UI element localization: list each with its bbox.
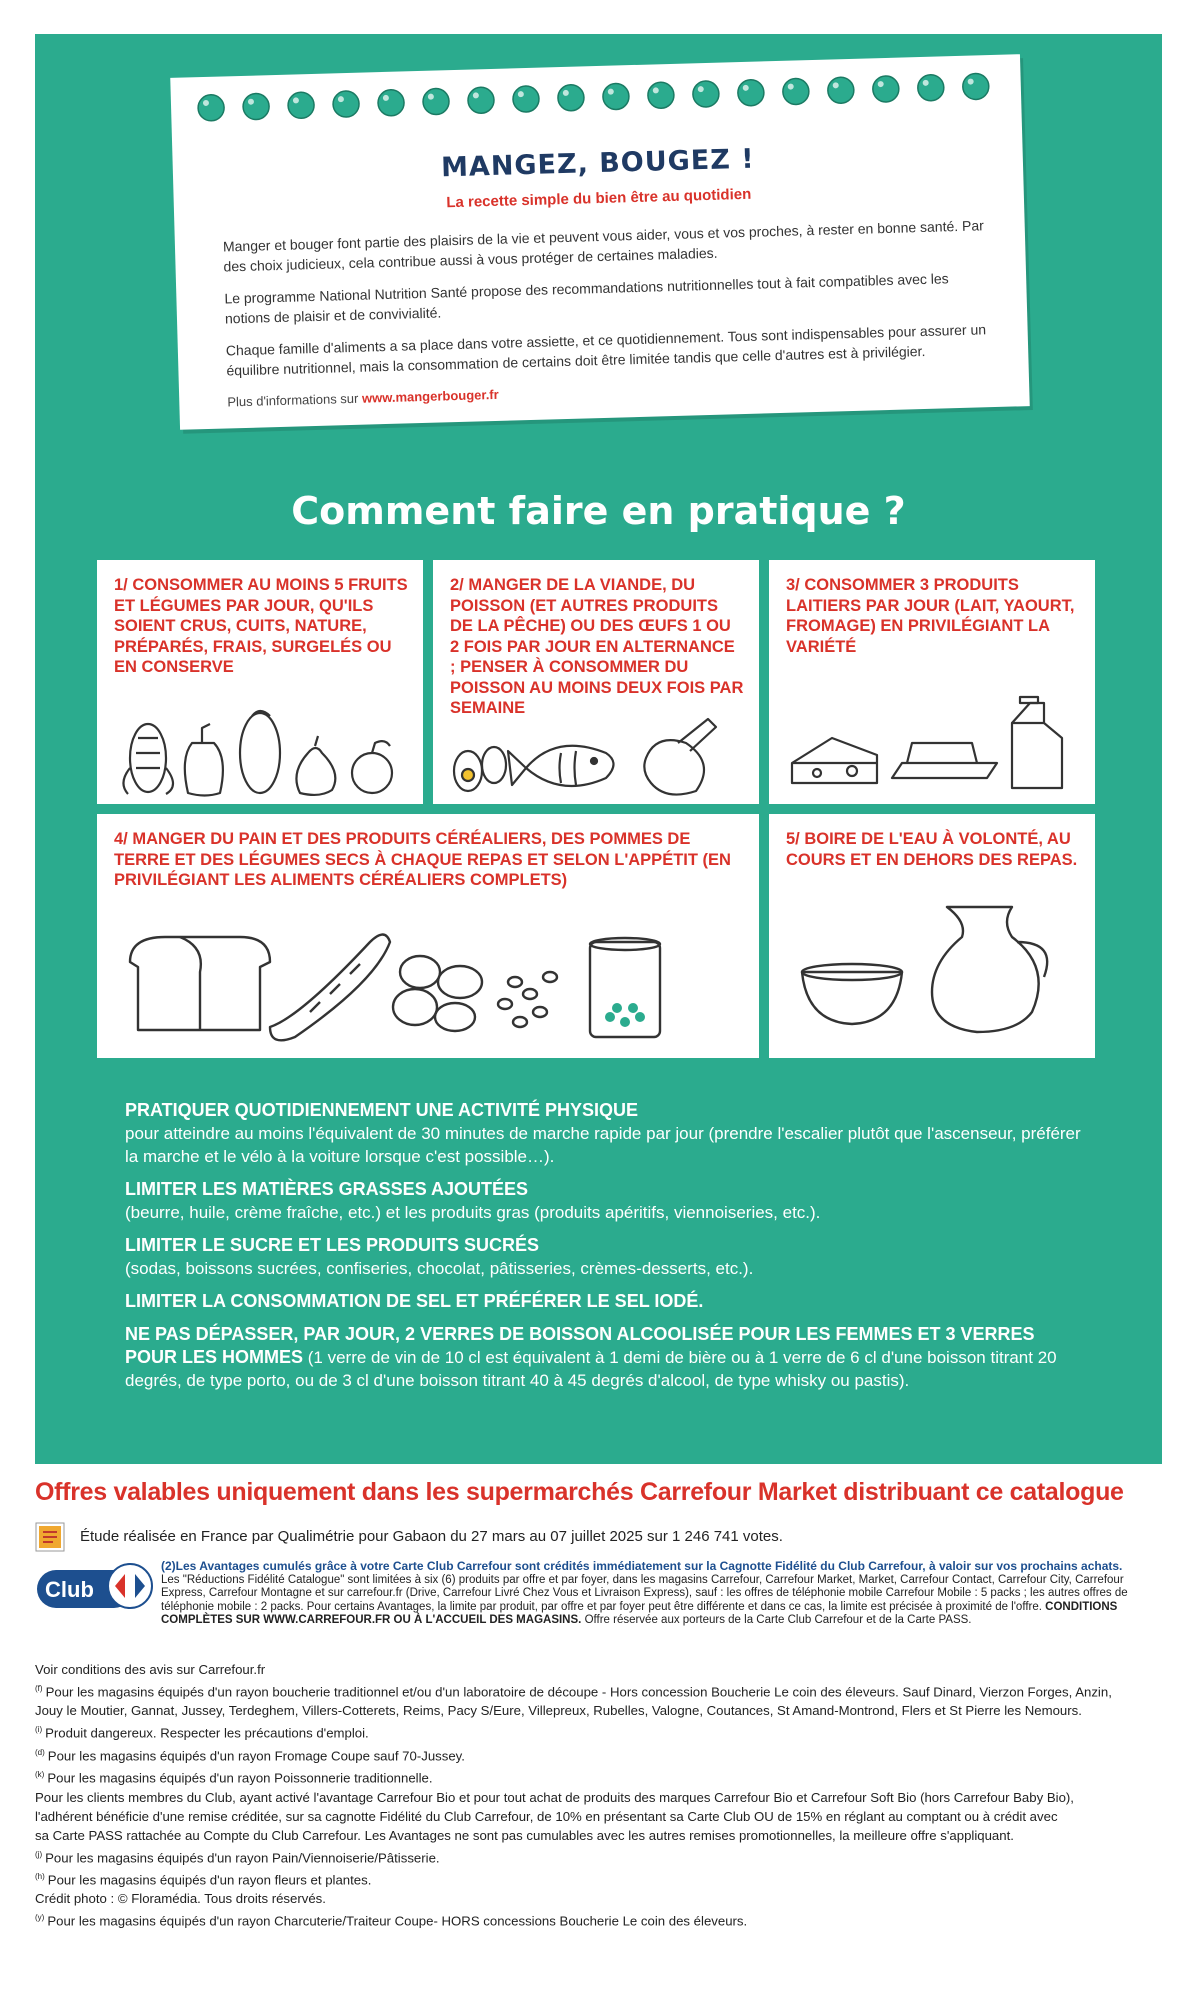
fine-print-text: Crédit photo : © Floramédia. Tous droits réservés. bbox=[35, 1891, 326, 1907]
tip-meat-fish-eggs bbox=[433, 560, 759, 804]
fine-print-text: Pour les magasins équipés d'un rayon Poissonnerie traditionnelle. bbox=[47, 1770, 433, 1786]
fine-print-line bbox=[35, 1807, 1165, 1826]
advice-salt bbox=[125, 1290, 1085, 1313]
club-text-1: Les "Réductions Fidélité Catalogue" sont limitées à six (6) produits par offre et par foyer, dans les magasins Carrefour, Carrefour Market, Market, Carrefour Contact, Carrefour City, Carrefour Express, Carrefour Montagne et sur carrefour.fr (Drive, Carrefour Livré Chez Vous et Livraison Express), sauf : les offres de téléphonie mobile Carrefour Mobile : 5 packs ; les autres offres de téléphonie mobile : 2 packs. Pour certains Avantages, la limite par produit, par offre et par foyer peut être différente et dans ce cas, la limite est précisée à proximité de l'offre. bbox=[161, 1573, 1128, 1613]
advice-physical-activity bbox=[125, 1099, 1085, 1168]
club-carrefour-logo bbox=[35, 1562, 153, 1614]
tip-text: 5/ BOIRE DE L'EAU À VOLONTÉ, AU COURS ET EN DEHORS DES REPAS. bbox=[786, 830, 1078, 869]
fine-print-text: Voir conditions des avis sur Carrefour.fr bbox=[35, 1662, 266, 1677]
footnote-marker: (f) bbox=[35, 1684, 43, 1693]
fine-print-line bbox=[35, 1889, 1165, 1908]
notepad-card bbox=[170, 54, 1029, 430]
teal-panel bbox=[35, 34, 1162, 1464]
fine-print-line bbox=[35, 1660, 1165, 1679]
fine-print-text: l'adhérent bénéficie d'une remise créditée, sur sa cagnotte Fidélité du Club Carrefour, de 10% en présentant sa Carte Club OU de 15% en réglant au comptant ou à crédit avec bbox=[35, 1808, 1058, 1824]
footnote-marker: (y) bbox=[35, 1913, 45, 1923]
advice-title: NE PAS DÉPASSER, PAR JOUR, 2 VERRES DE BOISSON ALCOOLISÉE POUR LES FEMMES ET 3 VERRES POUR LES HOMMES bbox=[125, 1324, 1035, 1367]
dairy-products-icon bbox=[782, 683, 1082, 793]
advice-fats bbox=[125, 1178, 1085, 1224]
bread-cereals-icon bbox=[120, 922, 740, 1047]
fine-print-line bbox=[35, 1679, 1165, 1701]
footnote-marker: (k) bbox=[35, 1770, 45, 1780]
fine-print-line bbox=[35, 1701, 1165, 1720]
offers-banner: Offres valables uniquement dans les supermarchés Carrefour Market distribuant ce catalogue bbox=[35, 1478, 1124, 1506]
fine-print-line bbox=[35, 1908, 1165, 1930]
section-title: Comment faire en pratique ? bbox=[291, 489, 906, 533]
mangerbouger-link[interactable]: www.mangerbouger.fr bbox=[361, 386, 499, 406]
club-text-2: Offre réservée aux porteurs de la Carte Club Carrefour et de la Carte PASS. bbox=[584, 1614, 972, 1627]
footnote-marker: (d) bbox=[35, 1747, 45, 1757]
fine-print-text: Pour les magasins équipés d'un rayon Charcuterie/Traiteur Coupe- HORS concessions Boucherie Le coin des éleveurs. bbox=[47, 1913, 748, 1929]
fine-print-text: Produit dangereux. Respecter les précautions d'emploi. bbox=[45, 1725, 369, 1741]
note-subtitle: La recette simple du bien être au quotidien bbox=[446, 185, 752, 212]
club-conditions bbox=[161, 1560, 1165, 1628]
fine-print bbox=[35, 1660, 1165, 1931]
study-text: Étude réalisée en France par Qualimétrie pour Gabaon du 27 mars au 07 juillet 2025 sur 1 246 741 votes. bbox=[80, 1528, 783, 1545]
advice-text: pour atteindre au moins l'équivalent de 30 minutes de marche rapide par jour (prendre l'escalier plutôt que l'ascenseur, préférer la marche et le vélo à la voiture lorsque c'est possible…). bbox=[125, 1124, 1081, 1166]
advice-text: (sodas, boissons sucrées, confiseries, chocolat, pâtisseries, crèmes-desserts, etc.). bbox=[125, 1259, 754, 1278]
study-note bbox=[35, 1522, 1165, 1554]
note-paragraph-1: Manger et bouger font partie des plaisirs de la vie et peuvent vous aider, vous et vos proches, à rester en bonne santé. Par des choix judicieux, cela contribue aussi à vous protéger de certaines maladies. bbox=[222, 217, 985, 275]
footnote-marker: (j) bbox=[35, 1849, 43, 1859]
club-carrefour-block bbox=[35, 1560, 1165, 1660]
advice-text: (beurre, huile, crème fraîche, etc.) et les produits gras (produits apéritifs, viennoiseries, etc.). bbox=[125, 1203, 821, 1222]
water-jug-icon bbox=[782, 892, 1082, 1042]
fine-print-line bbox=[35, 1720, 1165, 1742]
tip-text: 4/ MANGER DU PAIN ET DES PRODUITS CÉRÉALIERS, DES POMMES DE TERRE ET DES LÉGUMES SECS À CHAQUE REPAS ET SELON L'APPÉTIT (EN PRIVILÉGIANT LES ALIMENTS CÉRÉALIERS COMPLETS) bbox=[114, 830, 731, 889]
fine-print-line bbox=[35, 1765, 1165, 1787]
fine-print-text: Pour les magasins équipés d'un rayon Pain/Viennoiserie/Pâtisserie. bbox=[45, 1849, 440, 1865]
note-paragraph-3: Chaque famille d'aliments a sa place dans votre assiette, et ce quotidiennement. Tous sont indispensables pour assurer un équilibre nutritionnel, mais la consommation de certains doit être limitée tandis que celle d'autres est à privilégier. bbox=[225, 321, 987, 379]
fine-print-line bbox=[35, 1826, 1165, 1845]
advice-title: LIMITER LES MATIÈRES GRASSES AJOUTÉES bbox=[125, 1179, 529, 1199]
advice-list bbox=[125, 1099, 1085, 1402]
advice-title: PRATIQUER QUOTIDIENNEMENT UNE ACTIVITÉ PHYSIQUE bbox=[125, 1100, 639, 1120]
fine-print-text: Pour les magasins équipés d'un rayon fleurs et plantes. bbox=[47, 1872, 372, 1888]
note-paragraph-2: Le programme National Nutrition Santé propose des recommandations nutritionnelles tout à fait compatibles avec les notions de plaisir et de convivialité. bbox=[224, 270, 949, 327]
note-body bbox=[223, 215, 989, 392]
advice-alcohol bbox=[125, 1323, 1085, 1392]
fruits-vegetables-icon bbox=[110, 698, 410, 798]
footnote-marker: (h) bbox=[35, 1871, 45, 1881]
club-lead: (2)Les Avantages cumulés grâce à votre Carte Club Carrefour sont crédités immédiatement sur la Cagnotte Fidélité du Club Carrefour, à valoir sur vos prochains achats. bbox=[161, 1559, 1123, 1573]
meat-fish-eggs-icon bbox=[446, 713, 746, 799]
advice-sugar bbox=[125, 1234, 1085, 1280]
fine-print-text: Pour les clients membres du Club, ayant activé l'avantage Carrefour Bio et pour tout achat de produits des marques Carrefour Bio et Carrefour Soft Bio (hors Carrefour Baby Bio), bbox=[35, 1789, 1074, 1805]
tip-text: 3/ CONSOMMER 3 PRODUITS LAITIERS PAR JOUR (LAIT, YAOURT, FROMAGE) EN PRIVILÉGIANT LA VARIÉTÉ bbox=[786, 576, 1075, 656]
fine-print-line bbox=[35, 1788, 1165, 1807]
tip-fruits-vegetables bbox=[97, 560, 423, 804]
award-badge-icon bbox=[35, 1522, 65, 1552]
notepad-rings bbox=[190, 61, 1001, 134]
fine-print-line bbox=[35, 1845, 1165, 1867]
advice-text: (1 verre de vin de 10 cl est équivalent à 1 demi de bière ou à 1 verre de 6 cl d'une boisson titrant 20 degrés, de type porto, ou de 3 cl d'une boisson titrant 40 à 45 degrés d'alcool, de type whisky ou pastis). bbox=[125, 1348, 1057, 1390]
note-more-label: Plus d'informations sur bbox=[227, 390, 359, 410]
fine-print-text: Pour les magasins équipés d'un rayon boucherie traditionnel et/ou d'un laboratoire de découpe - Hors concession Boucherie Le coin des éleveurs. Sauf Dinard, Vierzon Forges, Anzin, bbox=[45, 1684, 1112, 1700]
club-conditions-link[interactable]: CONDITIONS COMPLÈTES SUR WWW.CARREFOUR.FR OU À L'ACCUEIL DES MAGASINS. bbox=[161, 1600, 1118, 1627]
footnote-marker: (i) bbox=[35, 1725, 43, 1735]
club-logo-text: Club bbox=[45, 1577, 94, 1602]
advice-title: LIMITER LE SUCRE ET LES PRODUITS SUCRÉS bbox=[125, 1235, 540, 1255]
fine-print-line bbox=[35, 1867, 1165, 1889]
advice-title: LIMITER LA CONSOMMATION DE SEL ET PRÉFÉRER LE SEL IODÉ. bbox=[125, 1291, 704, 1311]
fine-print-text: sa Carte PASS rattachée au Compte du Club Carrefour. Les Avantages ne sont pas cumulables avec les autres remises promotionnelles, la meilleure offre s'appliquant. bbox=[35, 1827, 1014, 1843]
fine-print-line bbox=[35, 1743, 1165, 1765]
tip-water bbox=[769, 814, 1095, 1058]
tip-dairy bbox=[769, 560, 1095, 804]
tip-text: 2/ MANGER DE LA VIANDE, DU POISSON (ET AUTRES PRODUITS DE LA PÊCHE) OU DES ŒUFS 1 OU 2 FOIS PAR JOUR EN ALTERNANCE ; PENSER À CONSOMMER DU POISSON AU MOINS DEUX FOIS PAR SEMAINE bbox=[450, 576, 744, 717]
fine-print-text: Jouy le Moutier, Gannat, Jussey, Terdeghem, Villers-Cotterets, Reims, Pacy S/Eure, Villepreux, Rubelles, Valogne, Coutances, St Amand-Montrond, Flers et St Pierre les Nemours. bbox=[35, 1703, 1082, 1719]
tip-bread-cereals bbox=[97, 814, 759, 1058]
fine-print-text: Pour les magasins équipés d'un rayon Fromage Coupe sauf 70-Jussey. bbox=[47, 1748, 465, 1764]
note-title: MANGEZ, BOUGEZ ! bbox=[440, 143, 755, 184]
tip-text: 1/ CONSOMMER AU MOINS 5 FRUITS ET LÉGUMES PAR JOUR, QU'ILS SOIENT CRUS, CUITS, NATURE, PRÉPARÉS, FRAIS, SURGELÉS OU EN CONSERVE bbox=[114, 576, 408, 676]
